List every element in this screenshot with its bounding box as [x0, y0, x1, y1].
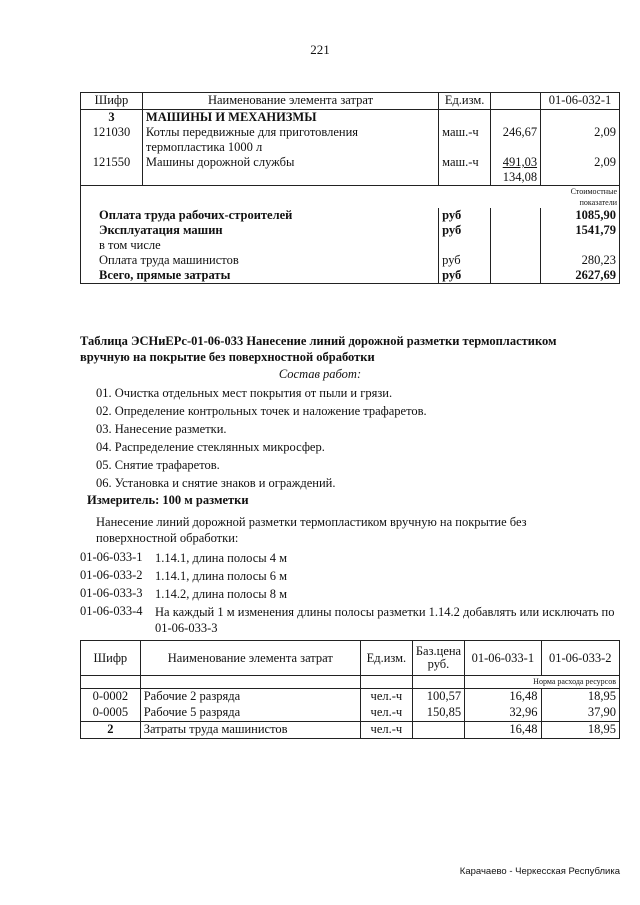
row-value-2: 18,95 — [541, 722, 619, 739]
row-unit: чел.-ч — [360, 705, 412, 722]
header-code: 01-06-032-1 — [541, 93, 620, 110]
cost-row — [81, 268, 620, 284]
code-number: 01-06-033-4 — [80, 604, 143, 618]
section-name: МАШИНЫ И МЕХАНИЗМЫ — [142, 110, 438, 126]
header-base-price: Баз.цена руб. — [412, 641, 464, 676]
code-text: На каждый 1 м изменения длины полосы разметки 1.14.2 добавлять или исключать по 01-06-033-3 — [155, 605, 615, 635]
row-value-1: 16,48 — [465, 722, 541, 739]
table-row — [81, 722, 620, 739]
row-unit: маш.-ч — [439, 125, 491, 155]
cost-unit: руб — [439, 208, 491, 223]
table-row — [81, 155, 620, 186]
cost-name: в том числе — [99, 238, 161, 252]
measure-unit: Измеритель: 100 м разметки — [87, 493, 249, 507]
cost-header-row — [81, 186, 620, 209]
row-unit: чел.-ч — [360, 722, 412, 739]
cost-name: Всего, прямые затраты — [99, 268, 231, 282]
cost-value: 280,23 — [541, 253, 620, 268]
header-name: Наименование элемента затрат — [140, 641, 360, 676]
cost-unit: руб — [439, 223, 491, 238]
row-code: 2 — [81, 722, 141, 739]
row-value-2: 18,95 — [541, 689, 619, 706]
row-name: Котлы передвижные для приготовления термопластика 1000 л — [142, 125, 438, 155]
table-title — [80, 333, 600, 365]
table-title-line2: вручную на покрытие без поверхностной обработки — [80, 350, 375, 364]
cost-name: Оплата труда машинистов — [99, 253, 239, 267]
cost-row — [81, 223, 620, 238]
row-price — [491, 155, 541, 186]
header-code-2: 01-06-033-2 — [541, 641, 619, 676]
machines-table — [80, 92, 620, 284]
row-price: 246,67 — [491, 125, 541, 155]
cost-header: Стоимостные показатели — [541, 186, 620, 209]
cost-row — [81, 253, 620, 268]
table-row — [81, 689, 620, 706]
code-text: 1.14.1, длина полосы 6 м — [155, 569, 288, 583]
header-cipher: Шифр — [81, 641, 141, 676]
header-price — [491, 93, 541, 110]
row-value-1: 16,48 — [465, 689, 541, 706]
cost-unit: руб — [439, 253, 491, 268]
cost-name: Эксплуатация машин — [99, 223, 223, 237]
header-code-1: 01-06-033-1 — [465, 641, 541, 676]
code-number: 01-06-033-2 — [80, 568, 143, 582]
section-row — [81, 110, 620, 126]
code-text: 1.14.2, длина полосы 8 м — [155, 587, 288, 601]
row-value: 2,09 — [541, 125, 620, 155]
row-name: Рабочие 2 разряда — [140, 689, 360, 706]
code-number: 01-06-033-3 — [80, 586, 143, 600]
row-unit: маш.-ч — [439, 155, 491, 186]
description: Нанесение линий дорожной разметки термопластиком вручную на покрытие без поверхностной обработки: — [96, 515, 527, 545]
work-item: 03. Нанесение разметки. — [96, 422, 227, 436]
header-name: Наименование элемента затрат — [142, 93, 438, 110]
cost-row — [81, 238, 620, 253]
work-composition-label: Состав работ: — [278, 367, 362, 381]
row-price: 100,57 — [412, 689, 464, 706]
cost-name: Оплата труда рабочих-строителей — [99, 208, 293, 222]
work-item: 01. Очистка отдельных мест покрытия от пыли и грязи. — [96, 386, 393, 400]
row-price-primary: 491,03 — [502, 155, 538, 169]
header-cipher: Шифр — [81, 93, 143, 110]
code-text: 1.14.1, длина полосы 4 м — [155, 551, 288, 565]
row-price: 150,85 — [412, 705, 464, 722]
row-code: 0-0002 — [81, 689, 141, 706]
cost-value: 1085,90 — [541, 208, 620, 223]
row-value-1: 32,96 — [465, 705, 541, 722]
row-code: 121030 — [92, 125, 131, 139]
norm-row — [81, 676, 620, 689]
row-name: Затраты труда машинистов — [140, 722, 360, 739]
table-header-row — [81, 93, 620, 110]
row-price — [412, 722, 464, 739]
table-title-line1: Таблица ЭСНиЕРс-01-06-033 Нанесение линий дорожной разметки термопластиком — [80, 334, 557, 348]
footer-region: Карачаево - Черкесская Республика — [459, 866, 620, 877]
header-unit: Ед.изм. — [439, 93, 491, 110]
row-value: 2,09 — [541, 155, 620, 186]
row-name: Рабочие 5 разряда — [140, 705, 360, 722]
row-price-secondary: 134,08 — [502, 170, 538, 184]
work-item: 02. Определение контрольных точек и наложение трафаретов. — [96, 404, 427, 418]
row-code: 0-0005 — [81, 705, 141, 722]
row-code: 121550 — [92, 155, 131, 169]
page-number: 221 — [310, 42, 330, 57]
cost-row — [81, 208, 620, 223]
table-row — [81, 125, 620, 155]
norm-label: Норма расхода ресурсов — [465, 676, 620, 689]
row-name: Машины дорожной службы — [142, 155, 438, 186]
cost-unit: руб — [439, 268, 491, 284]
row-unit: чел.-ч — [360, 689, 412, 706]
code-number: 01-06-033-1 — [80, 550, 143, 564]
work-item: 04. Распределение стеклянных микросфер. — [96, 440, 325, 454]
resources-table — [80, 640, 620, 739]
work-item: 05. Снятие трафаретов. — [96, 458, 220, 472]
table-header-row — [81, 641, 620, 676]
row-value-2: 37,90 — [541, 705, 619, 722]
work-item: 06. Установка и снятие знаков и ограждений. — [96, 476, 336, 490]
header-unit: Ед.изм. — [360, 641, 412, 676]
section-code: 3 — [108, 110, 115, 124]
cost-value: 2627,69 — [541, 268, 620, 284]
cost-value: 1541,79 — [541, 223, 620, 238]
table-row — [81, 705, 620, 722]
